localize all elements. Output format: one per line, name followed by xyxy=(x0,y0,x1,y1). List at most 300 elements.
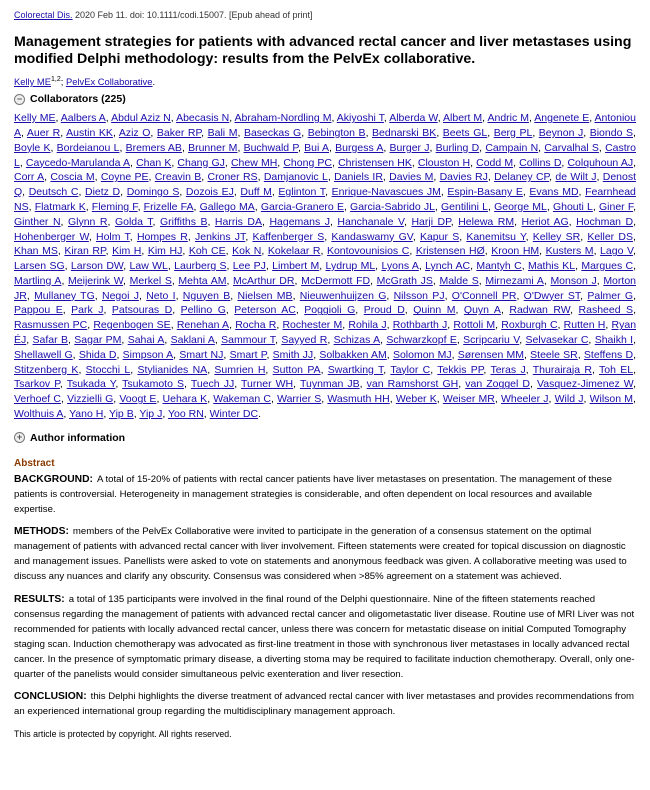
collaborator-link[interactable]: Smart P xyxy=(229,348,267,361)
collaborator-separator: , xyxy=(294,274,302,287)
collaborator-link[interactable]: Biondo S xyxy=(589,126,633,139)
collaborator-separator: , xyxy=(87,319,94,332)
collaborator-link[interactable]: Brunner M xyxy=(188,141,238,154)
collaborator-link[interactable]: Hohenberger W xyxy=(14,230,89,243)
collaborator-link[interactable]: Schizas A xyxy=(333,334,381,347)
collaborator-link[interactable]: Deutsch C xyxy=(28,186,79,199)
collaborator-link[interactable]: Burling D xyxy=(435,141,480,154)
collaborator-link[interactable]: Davies M xyxy=(389,171,434,184)
collaborator-link[interactable]: Wild J xyxy=(554,393,584,406)
collaborator-link[interactable]: Nieuwenhuijzen G xyxy=(299,289,387,302)
collaborator-link[interactable]: Bali M xyxy=(207,126,238,139)
collaborator-link[interactable]: de Wilt J xyxy=(555,171,597,184)
author-affiliation-sup: 1,2 xyxy=(51,76,61,83)
collaborators-heading: Collaborators (225) xyxy=(30,93,126,106)
collaborator-link[interactable]: Lee PJ xyxy=(232,260,266,273)
collaborator-link[interactable]: Ghouti L xyxy=(552,200,593,213)
collaborator-link[interactable]: Merkel S xyxy=(129,274,172,287)
collaborator-link[interactable]: Fearnhead NS xyxy=(14,186,636,213)
collaborator-link[interactable]: Schwarzkopf E xyxy=(386,334,457,347)
collaborator-link[interactable]: Mirnezami A xyxy=(485,274,544,287)
collaborator-separator: , xyxy=(470,260,477,273)
collaborator-link[interactable]: Keller DS xyxy=(587,230,633,243)
collaborator-link[interactable]: Wakeman C xyxy=(213,393,271,406)
collaborator-link[interactable]: Abecasis N xyxy=(176,112,230,125)
collaborator-separator: , xyxy=(237,126,244,139)
collaborator-link[interactable]: Kaffenberger S xyxy=(252,230,325,243)
collaborator-link[interactable]: Antoniou A xyxy=(14,112,636,139)
collaborator-link[interactable]: Corr A xyxy=(14,171,45,184)
collaborator-link[interactable]: Steffens D xyxy=(583,348,634,361)
collaborator-link[interactable]: Campain N xyxy=(485,141,539,154)
collaborator-link[interactable]: Nguyen B xyxy=(182,289,231,302)
collaborator-link[interactable]: Rothbarth J xyxy=(392,319,448,332)
collaborator-link[interactable]: Christensen HK xyxy=(338,156,412,169)
collaborator-link[interactable]: Kapur S xyxy=(419,230,460,243)
collaborator-separator: , xyxy=(325,186,332,199)
collaborator-separator: , xyxy=(525,363,533,376)
collaborator-link[interactable]: Shellawell G xyxy=(14,348,73,361)
collaborator-separator: , xyxy=(633,289,636,302)
collaborator-link[interactable]: Kusters M xyxy=(545,245,594,258)
collaborator-link[interactable]: Lydrup ML xyxy=(325,260,376,273)
collaborator-link[interactable]: Duff M xyxy=(240,186,272,199)
collaborator-separator: , xyxy=(229,319,236,332)
collaborator-link[interactable]: Weiser MR xyxy=(442,393,495,406)
collaborator-link[interactable]: Bebington B xyxy=(307,126,366,139)
collaborator-link[interactable]: Saklani A xyxy=(170,334,215,347)
collaborator-link[interactable]: Morton JR xyxy=(14,274,636,302)
collaborator-link[interactable]: Davies RJ xyxy=(439,171,488,184)
collaborator-link[interactable]: Baseckas G xyxy=(243,126,302,139)
collaborator-link[interactable]: Nilsson PJ xyxy=(393,289,445,302)
collaborator-separator: , xyxy=(276,319,283,332)
collaborator-link[interactable]: Voogt E xyxy=(119,393,157,406)
collaborator-link[interactable]: Boyle K xyxy=(14,141,51,154)
collaborator-link[interactable]: Yoo RN xyxy=(167,408,204,421)
collaborator-link[interactable]: Harji DP xyxy=(411,215,451,228)
collaborator-link[interactable]: Burgess A xyxy=(335,141,384,154)
collaborator-link[interactable]: Kelley SR xyxy=(532,230,581,243)
collaborator-link[interactable]: Yano H xyxy=(69,408,104,421)
collaborator-link[interactable]: Monson J xyxy=(550,274,597,287)
collaborator-link[interactable]: Wheeler J xyxy=(500,393,549,406)
collaborator-separator: , xyxy=(138,289,147,302)
collaborator-link[interactable]: Rottoli M xyxy=(453,319,496,332)
collaborator-separator: , xyxy=(514,215,522,228)
collaborator-separator: , xyxy=(450,215,459,228)
collaborator-link[interactable]: Frizelle FA xyxy=(143,200,194,213)
collaborator-link[interactable]: Aalbers A xyxy=(60,112,106,125)
collaborator-link[interactable]: Hagemans J xyxy=(269,215,330,228)
collaborator-link[interactable]: Daniels IR xyxy=(334,171,383,184)
collaborator-link[interactable]: Palmer G xyxy=(587,289,634,302)
collaborator-link[interactable]: Kelly ME xyxy=(14,112,56,125)
group-author-link[interactable]: PelvEx Collaborative xyxy=(65,76,153,88)
collaborator-link[interactable]: Law WL xyxy=(129,260,168,273)
collaborator-link[interactable]: Beets GL xyxy=(442,126,488,139)
collaborator-link[interactable]: Lyons A xyxy=(381,260,419,273)
collaborator-link[interactable]: van Zoggel D xyxy=(465,378,531,391)
collaborator-link[interactable]: Caycedo-Marulanda A xyxy=(25,156,131,169)
collaborator-link[interactable]: Lago V xyxy=(600,245,634,258)
abstract-results xyxy=(14,592,636,683)
collaborator-separator: , xyxy=(633,334,637,347)
collaborator-link[interactable]: Chong PC xyxy=(283,156,333,169)
collaborator-link[interactable]: Teras J xyxy=(490,363,526,376)
collaborator-link[interactable]: Tekkis PP xyxy=(437,363,484,376)
collaborator-link[interactable]: Kanemitsu Y xyxy=(466,230,526,243)
collaborator-separator: , xyxy=(343,200,351,213)
collaborator-link[interactable]: Limbert M xyxy=(272,260,320,273)
collaborator-separator: , xyxy=(500,304,510,317)
collaborator-link[interactable]: Tsukamoto S xyxy=(122,378,185,391)
collaborator-link[interactable]: Abdul Aziz N xyxy=(111,112,171,125)
collaborator-link[interactable]: van Ramshorst GH xyxy=(366,378,459,391)
collaborator-separator: , xyxy=(389,393,396,406)
collaborator-link[interactable]: Jenkins JT xyxy=(194,230,246,243)
collaborator-link[interactable]: Buchwald P xyxy=(243,141,299,154)
collaborator-link[interactable]: Hompes R xyxy=(136,230,188,243)
collaborator-separator: , xyxy=(331,112,337,125)
collaborator-separator: , xyxy=(580,230,588,243)
collaborator-separator: , xyxy=(262,215,270,228)
collaborator-link[interactable]: Collins D xyxy=(519,156,562,169)
collaborator-link[interactable]: Ryan ÉJ xyxy=(14,319,637,347)
collaborator-link[interactable]: Delaney CP xyxy=(494,171,550,184)
collaborator-separator: , xyxy=(59,378,67,391)
collaborator-link[interactable]: Pappou E xyxy=(14,304,63,317)
collaborator-link[interactable]: Yip B xyxy=(108,408,134,421)
collaborator-link[interactable]: McArthur DR xyxy=(233,274,295,287)
collaborator-link[interactable]: Renehan A xyxy=(176,319,230,332)
collaborator-link[interactable]: Chang GJ xyxy=(177,156,225,169)
collaborator-separator: , xyxy=(596,171,603,184)
collaborator-link[interactable]: Baker RP xyxy=(156,126,202,139)
collaborator-link[interactable]: McGrath JS xyxy=(376,274,433,287)
collaborator-link[interactable]: Stylianides NA xyxy=(137,363,208,376)
collaborator-separator: , xyxy=(513,156,520,169)
collaborator-link[interactable]: O'Dwyer ST xyxy=(523,289,581,302)
collaborator-link[interactable]: Mantyh C xyxy=(476,260,522,273)
collaborator-separator: , xyxy=(320,245,327,258)
collaborator-separator: , xyxy=(580,289,588,302)
collaborator-link[interactable]: Verhoef C xyxy=(14,393,61,406)
collaborator-link[interactable]: Quinn M xyxy=(413,304,456,317)
collaborator-link[interactable]: Burger J xyxy=(389,141,430,154)
collaborator-link[interactable]: Larson DW xyxy=(70,260,124,273)
collaborator-link[interactable]: Bui A xyxy=(304,141,330,154)
collaborator-link[interactable]: Nielsen MB xyxy=(237,289,293,302)
collaborator-link[interactable]: Hochman D xyxy=(576,215,634,228)
collaborator-link[interactable]: Rochester M xyxy=(282,319,343,332)
collaborator-link[interactable]: Bednarski BK xyxy=(372,126,437,139)
collaborator-separator: , xyxy=(107,215,115,228)
collaborator-separator: , xyxy=(50,141,57,154)
collaborator-link[interactable]: Andric M xyxy=(487,112,529,125)
collaborator-link[interactable]: Beynon J xyxy=(538,126,584,139)
collaborator-link[interactable]: Vizzielli G xyxy=(67,393,114,406)
collaborator-link[interactable]: Croner RS xyxy=(207,171,258,184)
collaborator-separator: , xyxy=(19,156,26,169)
section-label: METHODS: xyxy=(14,526,69,538)
collaborator-link[interactable]: Denost Q xyxy=(14,171,637,199)
collaborator-separator: , xyxy=(21,126,27,139)
collaborator-link[interactable]: Albert M xyxy=(443,112,483,125)
collaborator-link[interactable]: Toh EL xyxy=(598,363,634,376)
collaborator-link[interactable]: Pellino G xyxy=(180,304,226,317)
collaborator-link[interactable]: Bordeianou L xyxy=(56,141,120,154)
collaborator-link[interactable]: Harris DA xyxy=(214,215,262,228)
collaborator-separator: , xyxy=(633,215,637,228)
collaborator-link[interactable]: Yip J xyxy=(139,408,163,421)
collaborator-link[interactable]: Turner WH xyxy=(241,378,294,391)
collaborator-link[interactable]: Park J xyxy=(71,304,104,317)
collaborator-link[interactable]: Vasquez-Jimenez W xyxy=(537,378,634,391)
collaborator-link[interactable]: Safar B xyxy=(32,334,69,347)
collaborator-link[interactable]: Proud D xyxy=(363,304,405,317)
abstract-heading: Abstract xyxy=(14,457,55,469)
collaborator-link[interactable]: Sutton PA xyxy=(272,363,321,376)
collaborator-link[interactable]: Tuech JJ xyxy=(190,378,235,391)
collaborator-separator: , xyxy=(456,334,464,347)
collaborator-link[interactable]: Auer R xyxy=(26,126,61,139)
collaborator-separator: , xyxy=(383,363,391,376)
collaborator-link[interactable]: Weber K xyxy=(395,393,437,406)
collaborator-separator: , xyxy=(437,112,444,125)
collaborator-link[interactable]: Koh CE xyxy=(188,245,226,258)
article-title: Management strategies for patients with advanced rectal cancer and liver metastases using modified Delphi methodology: results from the PelvEx collaborative. xyxy=(14,34,632,67)
collaborator-link[interactable]: Larsen SG xyxy=(14,260,65,273)
collaborator-link[interactable]: Kontovounisios C xyxy=(326,245,410,258)
collaborator-link[interactable]: Berg PL xyxy=(493,126,533,139)
collaborator-link[interactable]: Poggioli G xyxy=(304,304,356,317)
collaborator-link[interactable]: Mullaney TG xyxy=(34,289,95,302)
collaborator-separator: , xyxy=(459,230,467,243)
collaborator-link[interactable]: Kokelaar R xyxy=(267,245,321,258)
collaborator-link[interactable]: Carvalhal S xyxy=(544,141,599,154)
collaborator-separator: , xyxy=(458,378,466,391)
collaborator-separator: , xyxy=(123,260,130,273)
collaborator-link[interactable]: Shida D xyxy=(78,348,117,361)
collaborator-link[interactable]: Kiran RP xyxy=(64,245,106,258)
collaborator-link[interactable]: Stitzenberg K xyxy=(14,363,79,376)
collaborator-link[interactable]: Rasheed S xyxy=(578,304,634,317)
collaborator-link[interactable]: Wilson M xyxy=(589,393,634,406)
collaborator-link[interactable]: Castro L xyxy=(14,141,637,169)
collaborator-separator: , xyxy=(230,289,238,302)
collaborator-link[interactable]: Tuynman JB xyxy=(299,378,360,391)
collaborator-link[interactable]: Austin KK xyxy=(66,126,113,139)
collaborator-link[interactable]: Giner F xyxy=(598,200,634,213)
collaborator-link[interactable]: Meijerink W xyxy=(68,274,124,287)
collaborator-link[interactable]: Khan MS xyxy=(14,245,58,258)
collaborator-link[interactable]: Fleming F xyxy=(91,200,138,213)
collaborator-link[interactable]: Kristensen HØ xyxy=(415,245,485,258)
collaborator-link[interactable]: Quyn A xyxy=(463,304,501,317)
collaborator-link[interactable]: Kandaswamy GV xyxy=(331,230,413,243)
collaborator-link[interactable]: Helewa RM xyxy=(458,215,515,228)
collaborator-link[interactable]: Flatmark K xyxy=(34,200,86,213)
collaborator-link[interactable]: Garcia-Granero E xyxy=(260,200,344,213)
collaborator-separator: , xyxy=(633,260,637,273)
collaborator-link[interactable]: Griffiths B xyxy=(159,215,208,228)
collaborator-link[interactable]: Dietz D xyxy=(85,186,121,199)
collaborator-separator: , xyxy=(447,319,454,332)
collaborator-separator: , xyxy=(226,274,234,287)
collaborator-separator: , xyxy=(62,304,72,317)
collaborator-link[interactable]: Aziz O xyxy=(118,126,151,139)
author-information-toggle[interactable] xyxy=(14,432,636,444)
collaborator-link[interactable]: Lynch AC xyxy=(425,260,471,273)
collaborator-link[interactable]: Coyne PE xyxy=(100,171,149,184)
collaborator-link[interactable]: Sammour T xyxy=(221,334,276,347)
collaborator-link[interactable]: Regenbogen SE xyxy=(93,319,171,332)
collaborator-link[interactable]: Gentilini L xyxy=(441,200,488,213)
collaborator-separator: , xyxy=(229,112,235,125)
collaborator-link[interactable]: Enrique-Navascues JM xyxy=(331,186,441,199)
collaborator-link[interactable]: Rasmussen PC xyxy=(14,319,88,332)
collaborator-separator: , xyxy=(519,334,526,347)
collaborator-separator: , xyxy=(167,260,175,273)
collaborator-separator: , xyxy=(94,289,102,302)
abstract-background xyxy=(14,472,636,517)
collaborator-link[interactable]: Steele SR xyxy=(530,348,578,361)
collaborator-link[interactable]: Golda T xyxy=(114,215,153,228)
collaborator-link[interactable]: George ML xyxy=(494,200,547,213)
collaborator-link[interactable]: Rocha R xyxy=(235,319,277,332)
collaborator-link[interactable]: Stocchi L xyxy=(85,363,131,376)
collaborator-separator: , xyxy=(418,260,426,273)
collaborator-link[interactable]: Tsukada Y xyxy=(66,378,116,391)
collaborator-link[interactable]: Chew MH xyxy=(230,156,278,169)
collaborator-link[interactable]: Thurairaja R xyxy=(532,363,592,376)
collaborator-link[interactable]: Creavin B xyxy=(154,171,202,184)
collaborator-link[interactable]: Glynn R xyxy=(67,215,108,228)
collaborator-link[interactable]: Shaikh I xyxy=(594,334,634,347)
collaborator-link[interactable]: Malde S xyxy=(439,274,479,287)
collaborator-separator: , xyxy=(633,304,636,317)
journal-link[interactable]: Colorectal Dis. xyxy=(14,10,73,20)
collaborator-link[interactable]: Swartking T xyxy=(327,363,384,376)
collaborator-separator: , xyxy=(207,363,215,376)
collaborator-separator: , xyxy=(578,186,586,199)
collaborator-link[interactable]: Rutten H xyxy=(563,319,606,332)
collaborator-link[interactable]: O'Connell PR xyxy=(451,289,517,302)
collaborator-link[interactable]: Warrier S xyxy=(277,393,322,406)
collaborator-separator: , xyxy=(298,141,305,154)
collaborator-link[interactable]: Wasmuth HH xyxy=(327,393,390,406)
collaborator-link[interactable]: Taylor C xyxy=(390,363,431,376)
collaborator-link[interactable]: Wolthuis A xyxy=(14,408,64,421)
collaborator-link[interactable]: Smart NJ xyxy=(179,348,224,361)
collaborator-separator: , xyxy=(409,245,416,258)
collaborator-link[interactable]: Clouston H xyxy=(417,156,471,169)
collaborator-link[interactable]: Coscia M xyxy=(50,171,95,184)
collaborator-link[interactable]: Dozois EJ xyxy=(185,186,234,199)
collaborator-link[interactable]: Sayyed R xyxy=(281,334,328,347)
collaborator-link[interactable]: Solbakken AM xyxy=(319,348,387,361)
collaborator-link[interactable]: Neto I xyxy=(146,289,176,302)
collaborator-separator: , xyxy=(28,200,35,213)
collaborator-link[interactable]: Gallego MA xyxy=(199,200,255,213)
collaborator-link[interactable]: Smith JJ xyxy=(272,348,314,361)
collaborator-link[interactable]: Garcia-Sabrido JL xyxy=(350,200,435,213)
collaborator-separator: , xyxy=(516,289,524,302)
collaborator-link[interactable]: Scripcariu V xyxy=(463,334,520,347)
collaborator-link[interactable]: Radwan RW xyxy=(509,304,571,317)
collaborator-link[interactable]: Colquhoun AJ xyxy=(567,156,634,169)
collaborator-separator: , xyxy=(383,112,390,125)
collaborator-link[interactable]: Laurberg S xyxy=(174,260,227,273)
collaborator-link[interactable]: Sumrien H xyxy=(214,363,266,376)
collaborator-link[interactable]: Solomon MJ xyxy=(392,348,452,361)
collaborator-link[interactable]: Codd M xyxy=(476,156,514,169)
collaborator-link[interactable]: Bremers AB xyxy=(125,141,182,154)
collaborator-link[interactable]: Mathis KL xyxy=(527,260,576,273)
collaborator-link[interactable]: Roxburgh C xyxy=(501,319,558,332)
collaborator-separator: , xyxy=(433,171,440,184)
collaborators-toggle[interactable] xyxy=(14,93,636,105)
collaborator-separator: , xyxy=(575,260,582,273)
collaborator-link[interactable]: Sahai A xyxy=(127,334,165,347)
collaborator-link[interactable]: Heriot AG xyxy=(521,215,569,228)
collaborator-link[interactable]: Espin-Basany E xyxy=(447,186,523,199)
collaborator-link[interactable]: Patsouras D xyxy=(111,304,173,317)
collaborator-link[interactable]: Negoi J xyxy=(101,289,139,302)
abstract-conclusion xyxy=(14,689,636,719)
collaborator-link[interactable]: Rohila J xyxy=(348,319,387,332)
collaborator-link[interactable]: Abraham-Nordling M xyxy=(234,112,332,125)
collaborator-link[interactable]: Ginther N xyxy=(14,215,61,228)
collaborator-separator: , xyxy=(170,112,177,125)
collaborator-link[interactable]: Sørensen MM xyxy=(457,348,525,361)
collaborator-link[interactable]: Eglinton T xyxy=(278,186,326,199)
collaborator-link[interactable]: Uehara K xyxy=(162,393,208,406)
collaborator-link[interactable]: Kim HJ xyxy=(147,245,183,258)
collaborator-separator: , xyxy=(175,289,183,302)
collaborator-separator: , xyxy=(444,289,452,302)
collaborator-link[interactable]: Kim H xyxy=(112,245,142,258)
collaborator-link[interactable]: Hanchanale V xyxy=(337,215,405,228)
collaborator-link[interactable]: Kok N xyxy=(232,245,262,258)
collaborator-link[interactable]: Sagar PM xyxy=(74,334,122,347)
collaborator-link[interactable]: Simpson A xyxy=(122,348,174,361)
collaborator-link[interactable]: Holm T xyxy=(96,230,130,243)
collaborator-separator: , xyxy=(60,215,68,228)
collaborator-separator: , xyxy=(313,348,320,361)
collaborator-link[interactable]: Evans MD xyxy=(529,186,579,199)
collaborator-separator: , xyxy=(370,274,377,287)
collaborator-link[interactable]: Akiyoshi T xyxy=(336,112,384,125)
collaborator-link[interactable]: Chan K xyxy=(136,156,172,169)
collaborator-link[interactable]: Domingo S xyxy=(126,186,180,199)
collaborator-link[interactable]: Tsarkov P xyxy=(14,378,60,391)
collaborator-link[interactable]: Kroon HM xyxy=(491,245,540,258)
collaborator-link[interactable]: McDermott FD xyxy=(301,274,371,287)
collaborator-link[interactable]: Peterson AC xyxy=(234,304,296,317)
author-link[interactable]: Kelly ME xyxy=(14,76,51,88)
collaborator-link[interactable]: Angenete E xyxy=(534,112,590,125)
collaborator-link[interactable]: Damjanovic L xyxy=(263,171,328,184)
collaborator-link[interactable]: Martling A xyxy=(14,274,62,287)
collaborator-link[interactable]: Alberda W xyxy=(389,112,438,125)
collaborator-link[interactable]: Selvasekar C xyxy=(525,334,589,347)
collaborator-separator: , xyxy=(577,348,584,361)
collaborator-link[interactable]: Mehta AM xyxy=(178,274,227,287)
collaborator-link[interactable]: Margues C xyxy=(581,260,634,273)
collaborator-link[interactable]: Winter DC xyxy=(209,408,259,421)
